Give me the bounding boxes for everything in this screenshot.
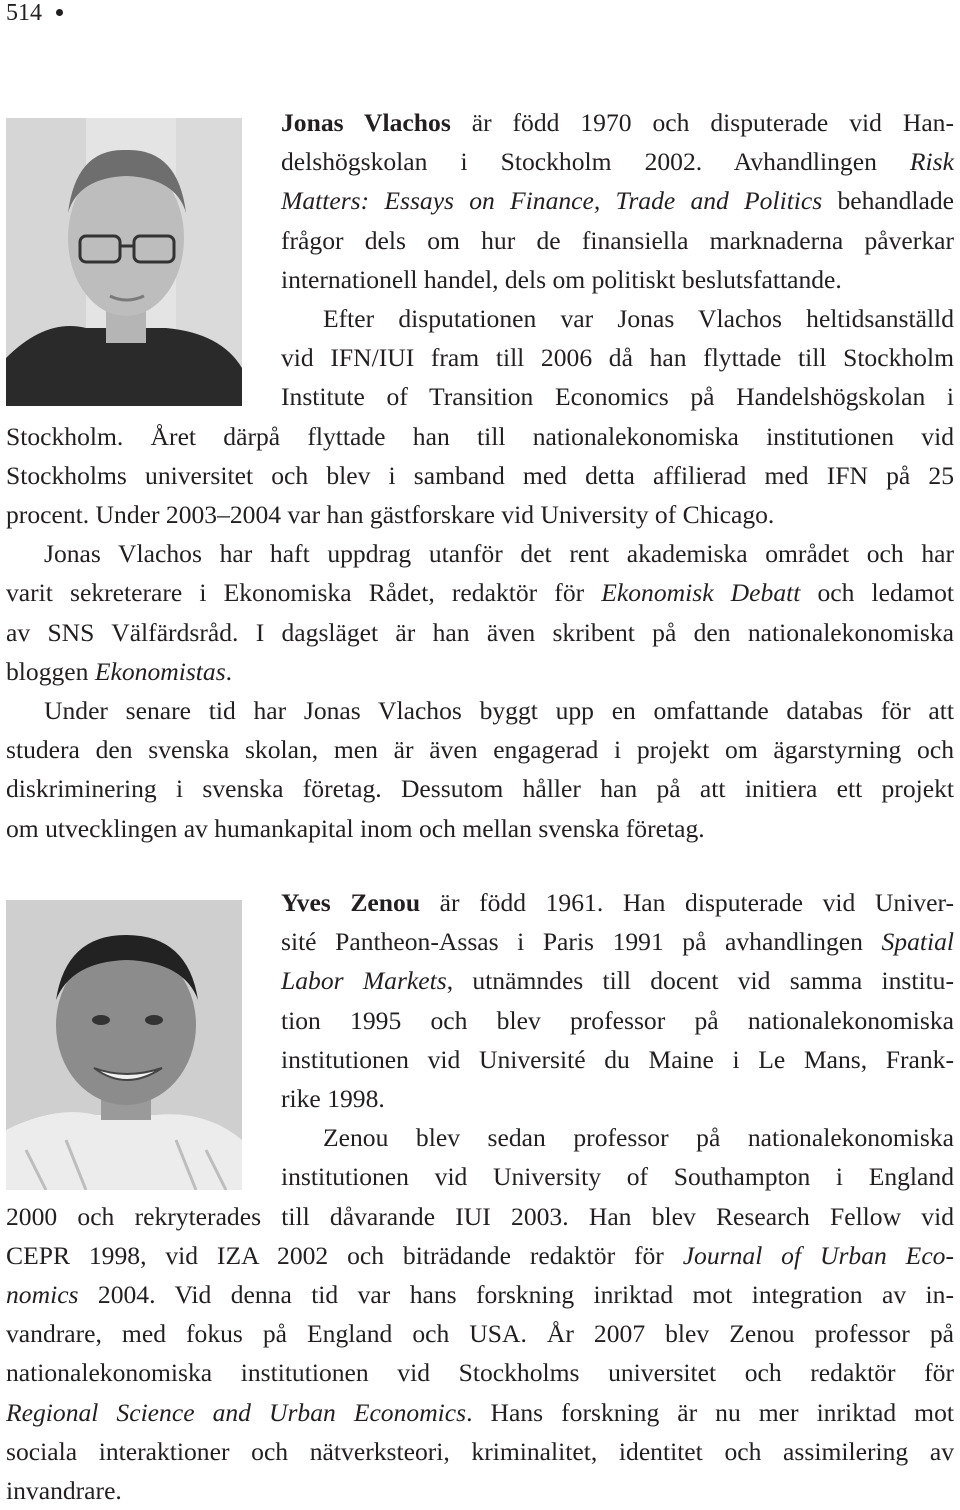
author-name: Yves Zenou	[281, 888, 421, 917]
text-run: varit sekreterare i Ekonomiska Rådet, redaktör för	[6, 578, 602, 608]
bio2-text-line	[0, 1275, 960, 1314]
text-run: Zenou blev sedan professor på nationalekonomiska	[323, 1123, 954, 1153]
bio2-text-line	[0, 1079, 960, 1118]
bullet-dot	[56, 9, 63, 16]
bio1-text-line	[0, 103, 960, 142]
italic-title: Risk	[909, 147, 954, 177]
bio1-text-line	[0, 495, 960, 534]
bio2-text-line	[0, 1471, 960, 1510]
bio1-text-line	[0, 534, 960, 573]
bio1-text-line	[0, 181, 960, 220]
text-run: bloggen	[6, 656, 95, 686]
text-run: studera den svenska skolan, men är även engagerad i projekt om ägarstyrning och	[6, 735, 954, 765]
text-run: frågor dels om hur de finansiella marknaderna påverkar	[281, 225, 954, 255]
text-run: vid IFN/IUI fram till 2006 då han flyttade till Stockholm	[281, 343, 954, 373]
bio1-text-line	[0, 221, 960, 260]
bio2-text-line	[0, 883, 960, 922]
italic-title: nomics	[6, 1280, 79, 1309]
text-run: , utnämndes till docent vid samma institu-	[446, 966, 954, 996]
bio2-text-line	[0, 961, 960, 1000]
text-run: internationell handel, dels om politiskt beslutsfattande.	[281, 264, 842, 294]
text-run: . Hans forskning är nu mer inriktad mot	[466, 1397, 954, 1427]
text-run: Stockholms universitet och blev i samband med detta affilierad med IFN på 25	[6, 460, 954, 490]
bio2-text-line	[0, 1040, 960, 1079]
text-run: Institute of Transition Economics på Handelshögskolan i	[281, 382, 954, 412]
text-run: vandrare, med fokus på England och USA. År 2007 blev Zenou professor på	[6, 1319, 954, 1349]
bio1-text-line	[0, 573, 960, 612]
bio1-text-line	[0, 142, 960, 181]
text-run: rike 1998.	[281, 1084, 385, 1113]
bio2-text-line	[0, 1157, 960, 1196]
italic-title: Regional Science and Urban Economics	[6, 1397, 467, 1427]
text-run: institutionen vid Université du Maine i Le Mans, Frank-	[281, 1044, 954, 1074]
text-run: sité Pantheon-Assas i Paris 1991 på avhandlingen	[281, 927, 882, 957]
text-run: invandrare.	[6, 1476, 122, 1505]
italic-title: Matters: Essays on Finance, Trade and Politics	[281, 186, 823, 216]
text-run: Efter disputationen var Jonas Vlachos heltidsanställd	[323, 304, 954, 333]
text-run: är född 1961. Han disputerade vid Univer-	[420, 888, 954, 917]
bio2-text-line	[0, 1197, 960, 1236]
text-run: diskriminering i svenska företag. Dessutom håller han på att initiera ett projekt	[6, 774, 954, 804]
text-run: om utvecklingen av humankapital inom och mellan svenska företag.	[6, 813, 705, 843]
bio2-text-line	[0, 1118, 960, 1157]
text-run: CEPR 1998, vid IZA 2002 och biträdande redaktör för	[6, 1240, 683, 1270]
italic-title: Ekonomistas	[94, 656, 226, 686]
text-run: 2000 och rekryterades till dåvarande IUI 2003. Han blev Research Fellow vid	[6, 1201, 954, 1231]
author-name: Jonas Vlachos	[281, 108, 451, 137]
text-run: sociala interaktioner och nätverksteori, kriminalitet, identitet och assimilering av	[6, 1436, 954, 1466]
bio1-text-line	[0, 613, 960, 652]
text-run: institutionen vid University of Southampton i England	[281, 1162, 954, 1192]
italic-title: Ekonomisk Debatt	[601, 578, 801, 608]
bio1-text-line	[0, 691, 960, 730]
italic-title: Labor Markets	[281, 966, 447, 996]
text-run: nationalekonomiska institutionen vid Stockholms universitet och redaktör för	[6, 1358, 954, 1388]
bio1-text-line	[0, 338, 960, 377]
bio2-text-line	[0, 1353, 960, 1392]
bio1-text-line	[0, 417, 960, 456]
text-run: tion 1995 och blev professor på nationalekonomiska	[281, 1005, 954, 1035]
bio1-text-line	[0, 456, 960, 495]
bio2-text-line	[0, 922, 960, 961]
bio2-text-line	[0, 1393, 960, 1432]
text-run: av SNS Välfärdsråd. I dagsläget är han även skribent på den nationalekonomiska	[6, 617, 954, 647]
text-run: 2004. Vid denna tid var hans forskning inriktad mot integration av in-	[78, 1280, 954, 1309]
bio2-text-line	[0, 1236, 960, 1275]
text-run: och ledamot	[800, 578, 954, 608]
bio1-text-line	[0, 299, 960, 338]
text-run: .	[225, 656, 233, 686]
text-run: Under senare tid har Jonas Vlachos byggt upp en omfattande databas för att	[44, 696, 954, 725]
italic-title: Spatial	[881, 927, 954, 957]
text-run: är född 1970 och disputerade vid Han-	[450, 108, 954, 137]
text-run: Jonas Vlachos har haft uppdrag utanför det rent akademiska området och har	[44, 539, 954, 569]
bio1-text-line	[0, 260, 960, 299]
bio1-text-line	[0, 769, 960, 808]
bio2-text-line	[0, 1432, 960, 1471]
page-number: 514	[6, 0, 63, 30]
bio1-text-line	[0, 730, 960, 769]
bio1-text-line	[0, 377, 960, 416]
bio2-text-line	[0, 1314, 960, 1353]
bio1-text-line	[0, 809, 960, 848]
text-run: delshögskolan i Stockholm 2002. Avhandlingen	[281, 147, 910, 177]
bio2-text-line	[0, 1001, 960, 1040]
text-run: behandlade	[822, 186, 954, 216]
text-run: procent. Under 2003–2004 var han gästforskare vid University of Chicago.	[6, 500, 775, 529]
text-run: Stockholm. Året därpå flyttade han till nationalekonomiska institutionen vid	[6, 421, 954, 451]
bio1-text-line	[0, 652, 960, 691]
italic-title: Journal of Urban Eco-	[682, 1240, 954, 1270]
